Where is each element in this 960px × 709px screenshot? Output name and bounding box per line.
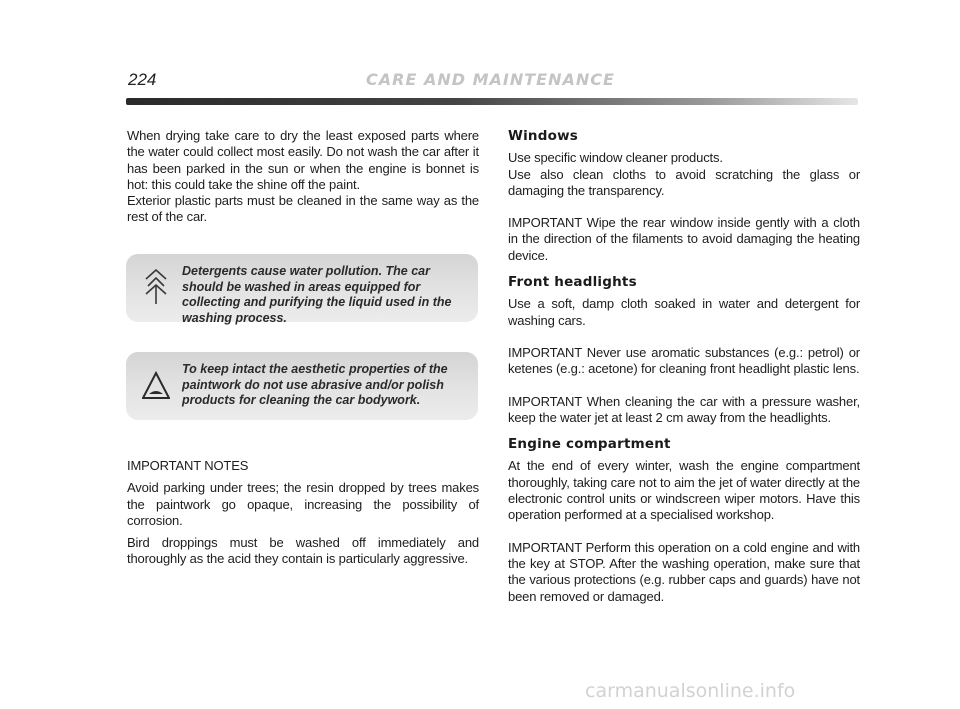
section-paragraph: Use a soft, damp cloth soaked in water and detergent for washing cars. (508, 296, 860, 328)
important-notes-title: IMPORTANT NOTES (127, 458, 249, 473)
left-column (127, 128, 479, 226)
notice-text-warning: To keep intact the aesthetic properties of the paintwork do not use abrasive and/or polish products for cleaning the car bodywork. (182, 362, 448, 407)
page-header-title: CARE AND MAINTENANCE (366, 70, 615, 89)
important-notes (127, 458, 479, 574)
section-heading-front-headlights: Front headlights (508, 274, 637, 291)
section-paragraph: IMPORTANT Wipe the rear window inside gently with a cloth in the direction of the filaments to avoid damaging the heating device. (508, 215, 860, 263)
page-number: 224 (128, 70, 157, 89)
notice-box-warning (126, 352, 478, 420)
warning-triangle-icon (142, 364, 170, 404)
header-rule (126, 98, 858, 105)
important-note-item: Avoid parking under trees; the resin dropped by trees makes the paintwork go opaque, increasing the possibility of corrosion. (127, 480, 479, 528)
section-paragraph: At the end of every winter, wash the engine compartment thoroughly, taking care not to aim the jet of water directly at the electronic control units or windscreen wiper motors. Have this operation performed at a specialised workshop. (508, 458, 860, 523)
section-paragraph: IMPORTANT Perform this operation on a cold engine and with the key at STOP. After the washing operation, make sure that the various protections (e.g. rubber caps and guards) have not been removed or damaged. (508, 539, 860, 604)
section-heading-windows: Windows (508, 128, 578, 144)
plastic-parts-paragraph: Exterior plastic parts must be cleaned in the same way as the rest of the car. (127, 193, 479, 225)
section-paragraph: IMPORTANT When cleaning the car with a pressure washer, keep the water jet at least 2 cm away from the headlights. (508, 393, 860, 425)
section-paragraph: Use specific window cleaner products. (508, 150, 723, 166)
section-paragraph: Use also clean cloths to avoid scratching the glass or damaging the transparency. (508, 166, 860, 198)
environment-tree-icon (142, 266, 170, 306)
important-note-item: Bird droppings must be washed off immediately and thoroughly as the acid they contain is particularly aggressive. (127, 535, 479, 567)
right-column (508, 128, 860, 605)
section-heading-engine-compartment: Engine compartment (508, 436, 671, 453)
notice-box-environment (126, 254, 478, 325)
notice-text-environment: Detergents cause water pollution. The car should be washed in areas equipped for collecting and purifying the liquid used in the washing process. (182, 264, 452, 325)
section-paragraph: IMPORTANT Never use aromatic substances (e.g.: petrol) or ketenes (e.g.: acetone) for cleaning front headlight plastic lens. (508, 344, 860, 377)
drying-paragraph: When drying take care to dry the least exposed parts where the water could collect most easily. Do not wash the car after it has been parked in the sun or when the engine is bonnet is hot: this could take the shine off the paint. (127, 128, 479, 192)
watermark: carmanualsonline.info (585, 680, 796, 702)
